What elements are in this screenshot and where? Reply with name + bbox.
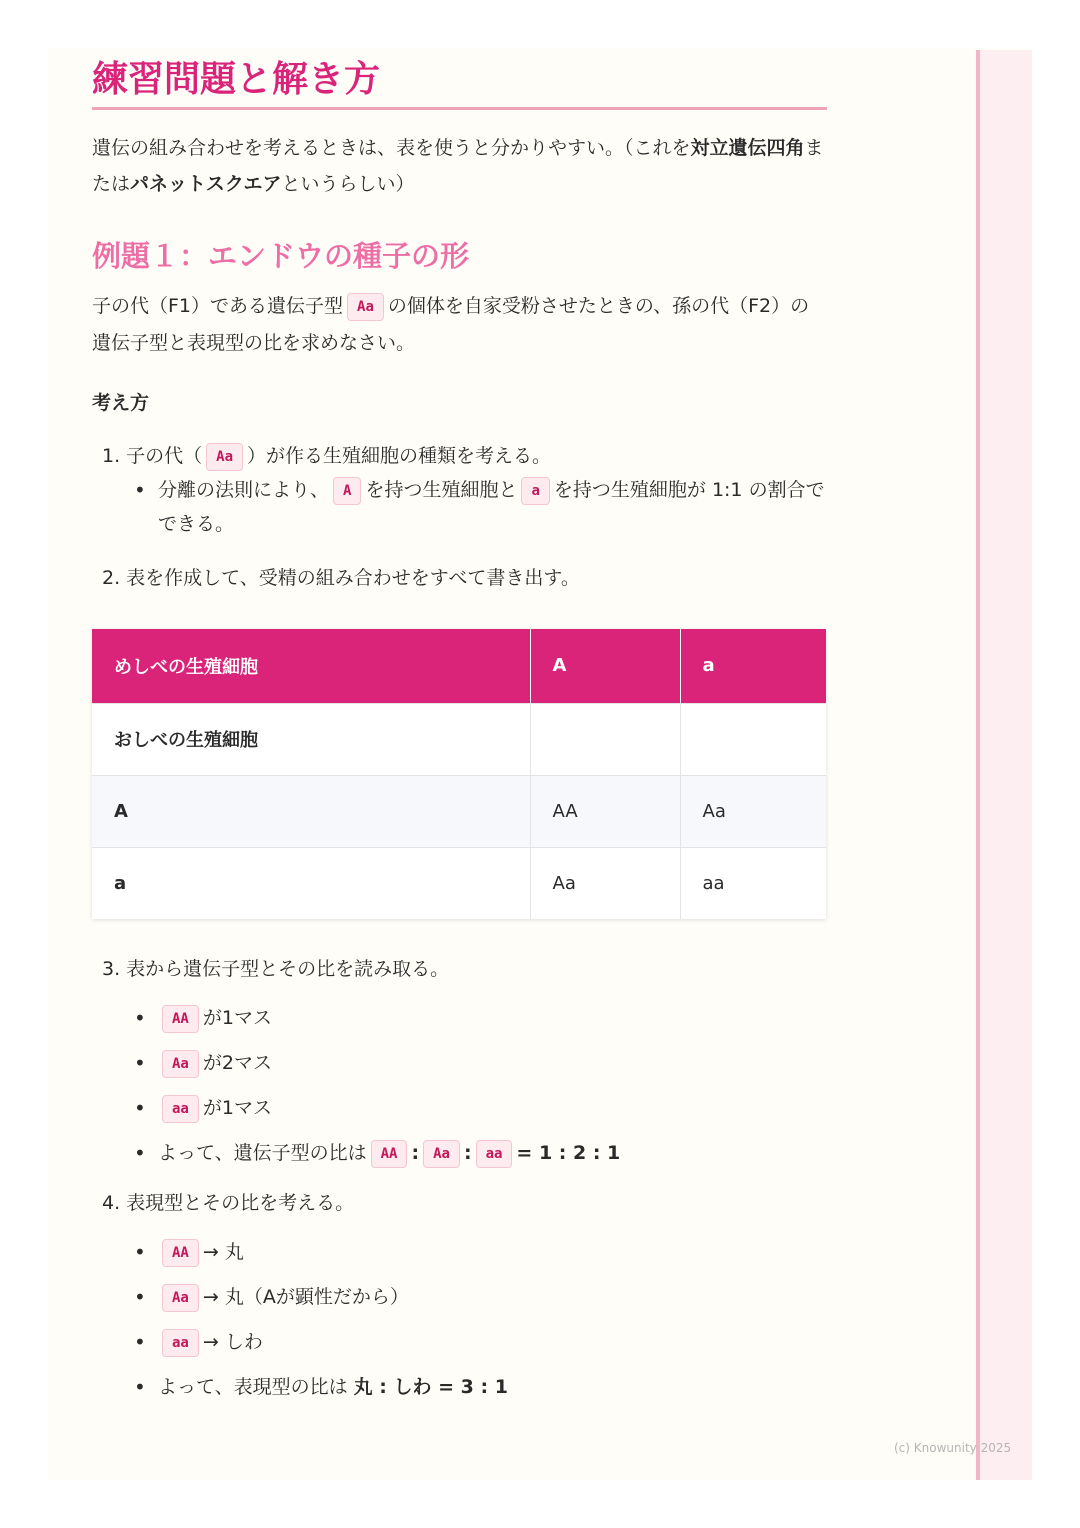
table-cell: a xyxy=(92,847,530,919)
ratio-separator: : xyxy=(411,1142,420,1164)
table-row xyxy=(92,847,826,919)
margin-line xyxy=(976,50,980,1480)
genotype-code: AA xyxy=(371,1140,408,1168)
table-cell: A xyxy=(92,775,530,847)
problem-text-a: 子の代（F1）である遺伝子型 xyxy=(92,295,344,317)
phenotype-ratio: 丸 : しわ = 3 : 1 xyxy=(353,1376,508,1398)
intro-text-2: または xyxy=(92,137,824,195)
intro-text-1: 遺伝の組み合わせを考えるときは、表を使うと分かりやすい。（これを xyxy=(92,137,691,159)
intro-paragraph xyxy=(92,130,827,202)
copyright-footer: (c) Knowunity 2025 xyxy=(894,1441,1012,1455)
genotype-code: Aa xyxy=(347,293,384,321)
intro-text-3: というらしい） xyxy=(281,173,415,195)
table-header-row xyxy=(92,629,826,703)
bullet-text: → 丸（Aが顕性だから） xyxy=(202,1286,409,1308)
table-cell xyxy=(680,703,826,775)
bullet-text: が1マス xyxy=(202,1097,272,1119)
genotype-code: Aa xyxy=(423,1140,460,1168)
ratio-separator: : xyxy=(463,1142,472,1164)
step-2-title: 2. 表を作成して、受精の組み合わせをすべて書き出す。 xyxy=(102,567,580,589)
intro-bold-1: 対立遺伝四角 xyxy=(690,137,805,159)
table-cell: おしべの生殖細胞 xyxy=(92,703,530,775)
list-item xyxy=(158,1320,827,1365)
bullet-text: よって、表現型の比は xyxy=(158,1376,348,1398)
bullet-text: → 丸 xyxy=(202,1241,244,1263)
bullet-text: を持つ生殖細胞が 1:1 の割合でできる。 xyxy=(158,479,825,535)
example-heading: 例題１：エンドウの種子の形 xyxy=(92,239,470,273)
bullet-text: → しわ xyxy=(202,1331,263,1353)
step-1-title xyxy=(92,439,827,473)
table-row xyxy=(92,703,826,775)
genotype-code: AA xyxy=(162,1239,199,1267)
punnett-table xyxy=(92,629,826,919)
problem-text-b: の個体を自家受粉させたときの、孫の代（F2）の遺伝子型と表現型の比を求めなさい。 xyxy=(92,295,810,354)
step-1-bullets xyxy=(92,473,827,541)
list-item xyxy=(158,1086,827,1131)
step-4-bullets xyxy=(92,1230,827,1410)
genotype-code: AA xyxy=(162,1005,199,1033)
step-1-text-b: ）が作る生殖細胞の種類を考える。 xyxy=(247,445,552,467)
table-header-cell: a xyxy=(680,629,826,703)
genotype-code: aa xyxy=(162,1329,199,1357)
genotype-code: Aa xyxy=(162,1050,199,1078)
table-cell: AA xyxy=(530,775,680,847)
bullet-text: が1マス xyxy=(202,1007,272,1029)
bullet-text: が2マス xyxy=(202,1052,272,1074)
problem-text xyxy=(92,288,827,362)
genotype-code: A xyxy=(333,477,361,505)
step-4-title: 4. 表現型とその比を考える。 xyxy=(102,1192,355,1214)
table-cell xyxy=(530,703,680,775)
table-cell: aa xyxy=(680,847,826,919)
list-item xyxy=(158,996,827,1041)
bullet-text: 分離の法則により、 xyxy=(158,479,330,501)
list-item xyxy=(158,1041,827,1086)
list-item xyxy=(158,1230,827,1275)
bullet-text: を持つ生殖細胞と xyxy=(365,479,518,501)
document-content xyxy=(92,48,827,1410)
table-cell: Aa xyxy=(530,847,680,919)
genotype-code: Aa xyxy=(162,1284,199,1312)
genotype-code: aa xyxy=(476,1140,513,1168)
intro-bold-2: パネットスクエア xyxy=(130,173,282,195)
table-row xyxy=(92,775,826,847)
margin-strip xyxy=(976,50,1032,1480)
list-item xyxy=(158,1131,827,1176)
step-3-bullets xyxy=(92,996,827,1176)
bullet-text: よって、遺伝子型の比は xyxy=(158,1142,367,1164)
list-item xyxy=(158,1365,827,1410)
approach-title: 考え方 xyxy=(92,392,150,414)
genotype-code: a xyxy=(521,477,549,505)
table-header-cell: めしべの生殖細胞 xyxy=(92,629,530,703)
step-1-text-a: 1. 子の代（ xyxy=(102,445,203,467)
list-item xyxy=(158,1275,827,1320)
step-1 xyxy=(92,439,827,541)
page-title: 練習問題と解き方 xyxy=(92,48,827,110)
list-item xyxy=(158,473,827,541)
table-header-cell: A xyxy=(530,629,680,703)
genotype-code: Aa xyxy=(206,443,243,471)
table-cell: Aa xyxy=(680,775,826,847)
step-3-title: 3. 表から遺伝子型とその比を読み取る。 xyxy=(102,958,450,980)
genotype-code: aa xyxy=(162,1095,199,1123)
genotype-ratio: = 1 : 2 : 1 xyxy=(516,1142,621,1164)
